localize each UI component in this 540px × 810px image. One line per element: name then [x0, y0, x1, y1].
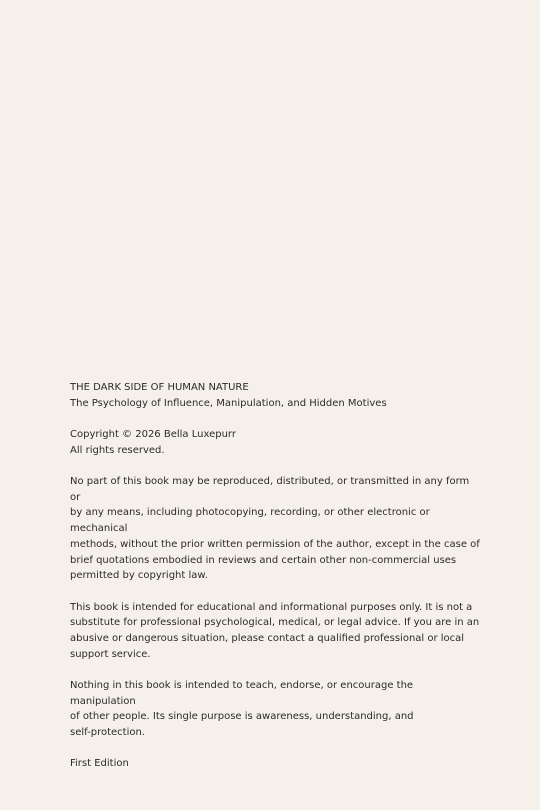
- disclaimer-line-1: This book is intended for educational and informational purposes only. It is not a: [70, 601, 473, 613]
- reproduction-line-3: methods, without the prior written permission of the author, except in the case of: [70, 538, 480, 550]
- reproduction-line-1: No part of this book may be reproduced, distributed, or transmitted in any form or: [70, 476, 470, 503]
- purpose-line-1: Nothing in this book is intended to teach, endorse, or encourage the manipulation: [70, 679, 414, 707]
- disclaimer-line-3: abusive or dangerous situation, please contact a qualified professional or local: [70, 632, 465, 644]
- purpose-line-2: of other people. Its single purpose is awareness, understanding, and: [70, 711, 414, 723]
- purpose-line-3: self-protection.: [70, 727, 145, 739]
- book-title: THE DARK SIDE OF HUMAN NATURE: [70, 382, 249, 393]
- disclaimer-line-4: support service.: [70, 648, 151, 660]
- reproduction-paragraph: [70, 474, 480, 584]
- reproduction-line-4: brief quotations embodied in reviews and certain other non-commercial uses: [70, 554, 457, 566]
- disclaimer-line-2: substitute for professional psychological, medical, or legal advice. If you are in an: [70, 617, 480, 629]
- rights-statement: All rights reserved.: [70, 444, 165, 456]
- reproduction-line-2: by any means, including photocopying, recording, or other electronic or mechanical: [70, 507, 430, 535]
- disclaimer-paragraph: [70, 600, 480, 663]
- book-subtitle: The Psychology of Influence, Manipulation, and Hidden Motives: [70, 397, 387, 409]
- reproduction-line-5: permitted by copyright law.: [70, 570, 208, 582]
- edition-statement: First Edition: [70, 758, 129, 770]
- copyright-page: [70, 380, 480, 772]
- copyright-notice: Copyright © 2026 Bella Luxepurr: [70, 429, 236, 440]
- purpose-paragraph: [70, 678, 480, 741]
